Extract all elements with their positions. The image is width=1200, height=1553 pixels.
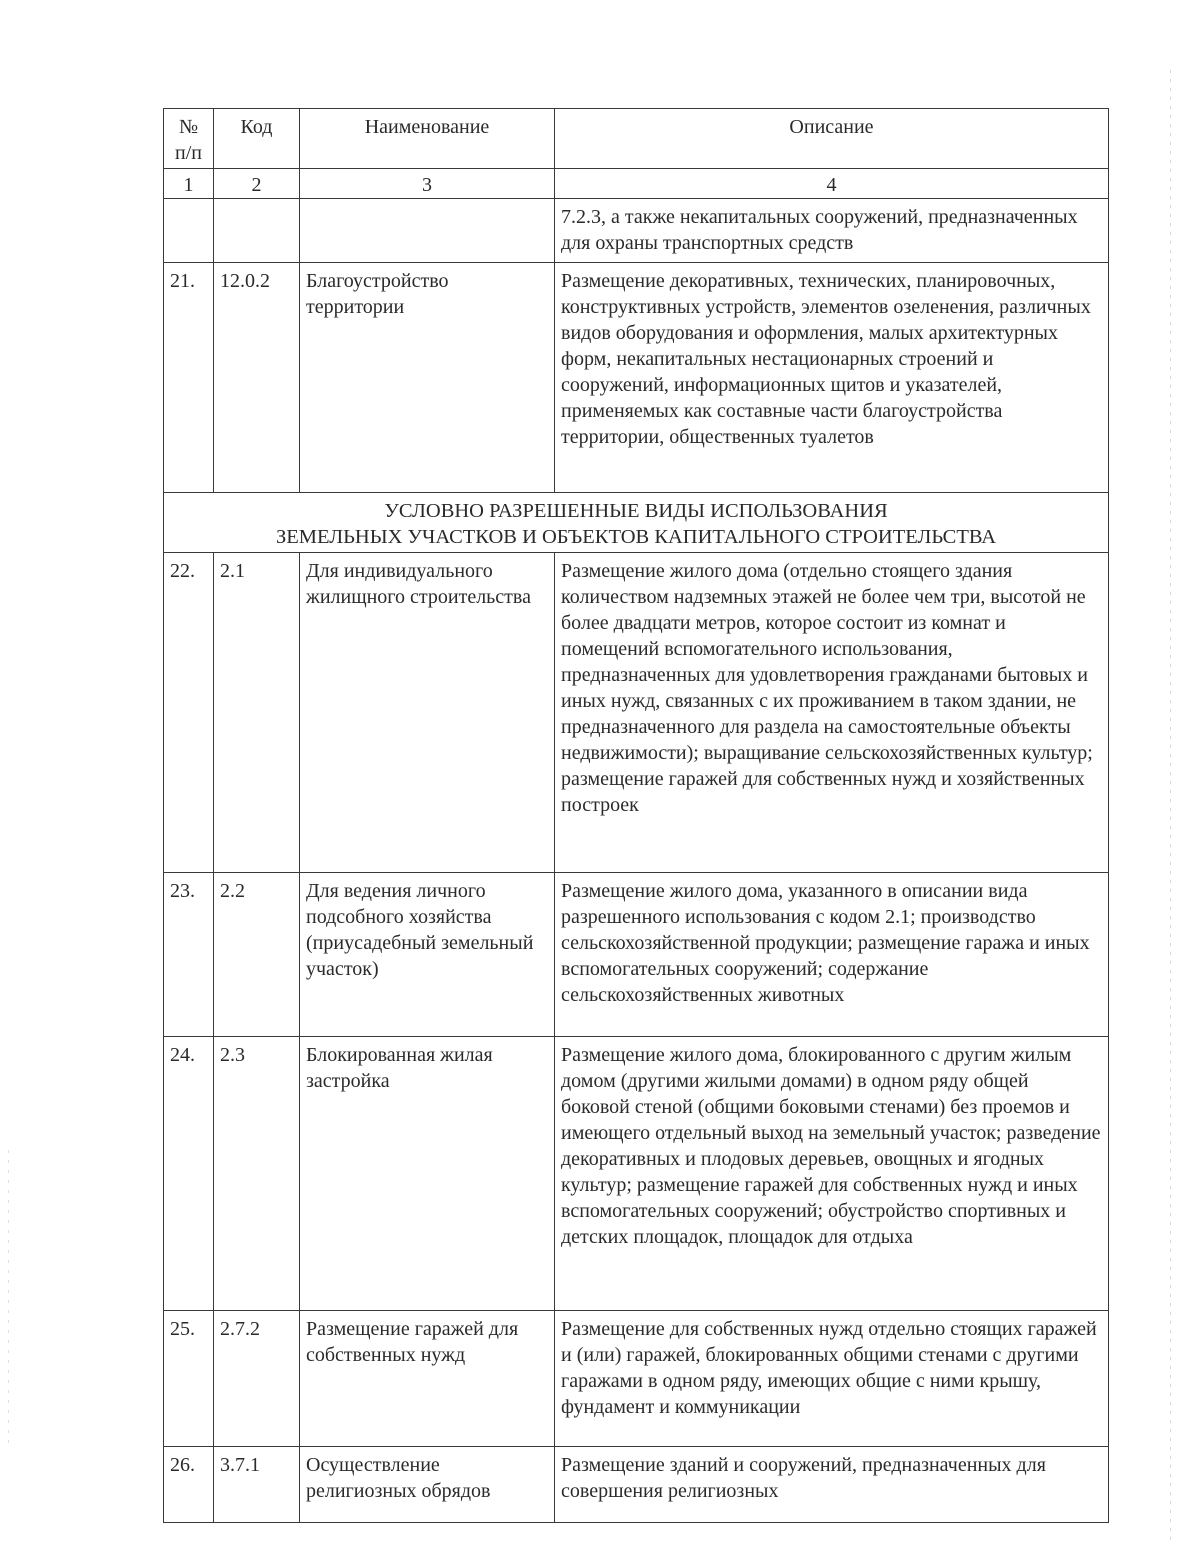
header-code: Код (214, 109, 300, 169)
row-code: 2.1 (214, 553, 300, 873)
table-row (164, 1037, 1109, 1311)
row-description: Размещение декоративных, технических, планировочных, конструктивных устройств, элементов озеленения, различных видов оборудования и оформления, малых архитектурных форм, некапитальных нестационарных строений и сооружений, информационных щитов и указателей, применяемых как составные части благоустройства территории, общественных туалетов (555, 263, 1109, 493)
row-code: 12.0.2 (214, 263, 300, 493)
column-number-row (164, 169, 1109, 199)
row-name: Для ведения личного подсобного хозяйства (приусадебный земельный участок) (300, 873, 555, 1037)
empty-cell (300, 199, 555, 263)
row-code: 3.7.1 (214, 1447, 300, 1523)
land-use-table (163, 108, 1109, 1523)
scan-artifact-left (8, 1150, 9, 1450)
column-number: 2 (214, 169, 300, 199)
table-row (164, 1447, 1109, 1523)
column-number: 1 (164, 169, 214, 199)
header-description: Описание (555, 109, 1109, 169)
section-heading-line2: ЗЕМЕЛЬНЫХ УЧАСТКОВ И ОБЪЕКТОВ КАПИТАЛЬНОГО СТРОИТЕЛЬСТВА (275, 526, 997, 548)
row-code: 2.3 (214, 1037, 300, 1311)
section-heading (164, 493, 1109, 553)
table-row-continuation (164, 199, 1109, 263)
empty-cell (214, 199, 300, 263)
scan-artifact-right (1170, 70, 1171, 1540)
table-header-row (164, 109, 1109, 169)
section-heading-line1: УСЛОВНО РАЗРЕШЕННЫЕ ВИДЫ ИСПОЛЬЗОВАНИЯ (384, 500, 888, 522)
row-number: 21. (164, 263, 214, 493)
table-row (164, 263, 1109, 493)
header-name: Наименование (300, 109, 555, 169)
column-number: 4 (555, 169, 1109, 199)
row-name: Осуществление религиозных обрядов (300, 1447, 555, 1523)
row-code: 2.7.2 (214, 1311, 300, 1447)
table-row (164, 1311, 1109, 1447)
row-name: Благоустройство территории (300, 263, 555, 493)
table-row (164, 873, 1109, 1037)
row-description: Размещение жилого дома, блокированного с другим жилым домом (другими жилыми домами) в одном ряду общей боковой стеной (общими боковыми стенами) без проемов и имеющего отдельный выход на земельный участок; разведение декоративных и плодовых деревьев, овощных и ягодных культур; размещение гаражей для собственных нужд и иных вспомогательных сооружений; обустройство спортивных и детских площадок, площадок для отдыха (555, 1037, 1109, 1311)
row-description: Размещение жилого дома, указанного в описании вида разрешенного использования с кодом 2.1; производство сельскохозяйственной продукции; размещение гаража и иных вспомогательных сооружений; содержание сельскохозяйственных животных (555, 873, 1109, 1037)
row-name: Блокированная жилая застройка (300, 1037, 555, 1311)
row-name: Для индивидуального жилищного строительства (300, 553, 555, 873)
section-heading-row (164, 493, 1109, 553)
header-number: № п/п (164, 109, 214, 169)
row-description: Размещение для собственных нужд отдельно стоящих гаражей и (или) гаражей, блокированных общими стенами с другими гаражами в одном ряду, имеющих общие с ними крышу, фундамент и коммуникации (555, 1311, 1109, 1447)
row-description: Размещение жилого дома (отдельно стоящего здания количеством надземных этажей не более чем три, высотой не более двадцати метров, которое состоит из комнат и помещений вспомогательного использования, предназначенных для удовлетворения гражданами бытовых и иных нужд, связанных с их проживанием в таком здании, не предназначенного для раздела на самостоятельные объекты недвижимости); выращивание сельскохозяйственных культур; размещение гаражей для собственных нужд и хозяйственных построек (555, 553, 1109, 873)
row-description: Размещение зданий и сооружений, предназначенных для совершения религиозных (555, 1447, 1109, 1523)
row-number: 24. (164, 1037, 214, 1311)
row-number: 23. (164, 873, 214, 1037)
row-name: Размещение гаражей для собственных нужд (300, 1311, 555, 1447)
empty-cell (164, 199, 214, 263)
row-number: 22. (164, 553, 214, 873)
row-number: 25. (164, 1311, 214, 1447)
table-row (164, 553, 1109, 873)
row-number: 26. (164, 1447, 214, 1523)
row-code: 2.2 (214, 873, 300, 1037)
row-description: 7.2.3, а также некапитальных сооружений, предназначенных для охраны транспортных средств (555, 199, 1109, 263)
column-number: 3 (300, 169, 555, 199)
